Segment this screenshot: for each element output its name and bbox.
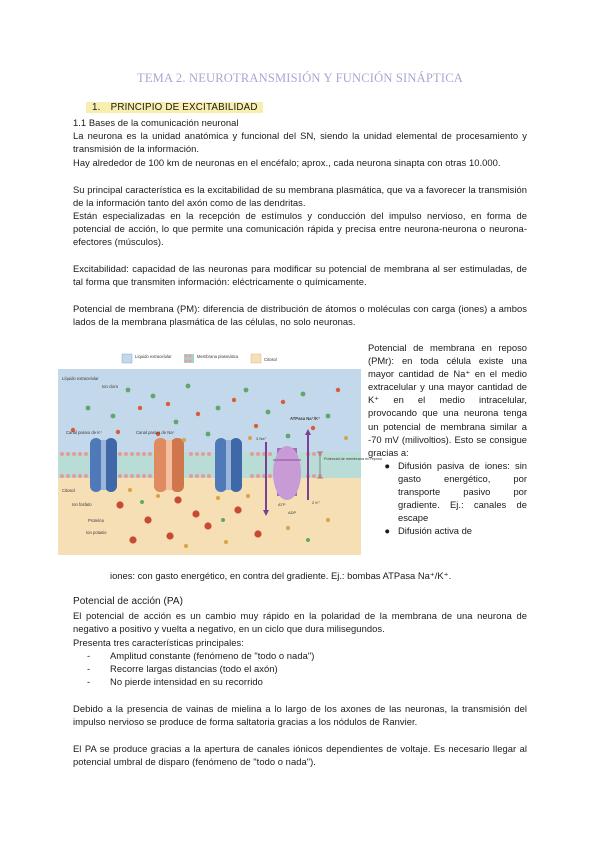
paragraph-neuron-unit: La neurona es la unidad anatómica y funcional del SN, siendo la unidad elemental de procesamiento y transmisión de la información. bbox=[73, 130, 527, 154]
paragraph-characteristics: Presenta tres características principales: bbox=[73, 637, 244, 648]
bullet-passive-diffusion bbox=[368, 459, 527, 524]
label-adp: ADP bbox=[288, 510, 297, 515]
label-protein: Proteína bbox=[88, 518, 104, 523]
bullet-active-diffusion bbox=[368, 524, 527, 537]
legend-extracellular-label: Líquido extracelular bbox=[135, 354, 172, 359]
label-cytosol: Citosol bbox=[62, 488, 75, 493]
label-extracellular: Líquido extracelular bbox=[62, 376, 99, 381]
legend-extracellular-swatch bbox=[122, 354, 132, 363]
paragraph-action-potential: El potencial de acción es un cambio muy rápido en la polaridad de la membrana de una neurona de negativo a positivo y vuelta a negativo, en un ciclo que dura milisegundos. bbox=[73, 610, 527, 634]
label-3na: 3 Na⁺ bbox=[256, 436, 267, 441]
characteristics-list bbox=[73, 649, 527, 688]
sodium-channel bbox=[154, 438, 184, 492]
active-diffusion-continuation: iones: con gasto energético, en contra del gradiente. Ej.: bombas ATPasa Na⁺/K⁺. bbox=[110, 570, 452, 581]
subsection-heading: 1.1 Bases de la comunicación neuronal bbox=[73, 117, 239, 128]
bullet-dot-icon: ● bbox=[384, 459, 390, 471]
action-potential-heading: Potencial de acción (PA) bbox=[73, 596, 183, 607]
legend-cytosol-label: Citosol bbox=[264, 357, 277, 362]
legend-cytosol-swatch bbox=[251, 354, 261, 363]
paragraph-membrane-potential: Potencial de membrana (PM): diferencia de distribución de átomos o moléculas con carga (iones) a ambos lados de la membrana plasmática de las células, no solo neuronas. bbox=[73, 303, 527, 327]
list-item: - No pierde intensidad en su recorrido bbox=[73, 675, 527, 688]
bullet-dot-icon: ● bbox=[384, 525, 390, 537]
label-2k: 2 K⁺ bbox=[312, 500, 321, 505]
label-atp: ATP bbox=[278, 502, 286, 507]
paragraph-excitability: Su principal característica es la excitabilidad de su membrana plasmática, que va a favorecer la transmisión de la información tanto del axón como de las dendritas. bbox=[73, 184, 527, 208]
section-heading bbox=[86, 102, 263, 113]
legend-membrane-label: Membrana plasmática bbox=[197, 354, 239, 359]
potassium-channel-2 bbox=[215, 438, 242, 492]
label-potassium-ion: Ion potasio bbox=[86, 530, 107, 535]
resting-potential-text bbox=[368, 341, 527, 537]
paragraph-specialization: Están especializadas en la recepción de estímulos y conducción del impulso nervioso, en forma de potencial de acción, lo que permite una comunicación rápida y precisa entre neurona-neurona o neurona-efectores (músculos). bbox=[73, 210, 527, 247]
section-label: PRINCIPIO DE EXCITABILIDAD bbox=[110, 102, 258, 113]
label-potassium-channel: Canal pasivo de K⁺ bbox=[66, 430, 103, 435]
list-item: - Amplitud constante (fenómeno de "todo o nada") bbox=[73, 649, 527, 662]
bullet-passive-diffusion-text: Difusión pasiva de iones: sin gasto energético, por transporte pasivo por gradiente. Ej.: canales de escape bbox=[398, 459, 527, 524]
list-item: - Recorre largas distancias (todo el axón) bbox=[73, 662, 527, 675]
label-phosphate-ion: Ion fosfato bbox=[72, 502, 92, 507]
active-diffusion-text: Difusión activa de bbox=[398, 525, 472, 537]
paragraph-voltage-channels: El PA se produce gracias a la apertura de canales iónicos dependientes de voltaje. Es necesario llegar al potencial umbral de disparo (fenómeno de "todo o nada"). bbox=[73, 743, 527, 767]
paragraph-excitability-definition: Excitabilidad: capacidad de las neuronas para modificar su potencial de membrana al ser estimuladas, de tal forma que transmiten información: eléctricamente o químicamente. bbox=[73, 263, 527, 287]
section-number: 1. bbox=[92, 102, 101, 113]
label-sodium-channel: Canal pasivo de Na⁺ bbox=[136, 430, 175, 435]
paragraph-neuron-count: Hay alrededor de 100 km de neuronas en el encéfalo; aprox., cada neurona sinapta con otras 10.000. bbox=[73, 157, 501, 168]
paragraph-myelin: Debido a la presencia de vainas de mielina a lo largo de los axones de las neuronas, la transmisión del impulso nervioso se produce de forma saltatoria gracias a los nódulos de Ranvier. bbox=[73, 703, 527, 727]
label-chloride-ion: Ion cloro bbox=[102, 384, 119, 389]
label-resting-potential: Potencial de membrana en reposo bbox=[324, 457, 383, 461]
label-atpase: ATPasa Na⁺/K⁺ bbox=[290, 416, 321, 421]
document-title: TEMA 2. NEUROTRANSMISIÓN Y FUNCIÓN SINÁPTICA bbox=[137, 71, 463, 85]
potassium-channel bbox=[90, 438, 117, 492]
resting-potential-paragraph: Potencial de membrana en reposo (PMr): en toda célula existe una mayor cantidad de Na⁺ en el medio extracelular y una mayor cantidad de K⁺ en el medio intracelular, provocando que una neurona tenga un potencial de membrana similar a -70 mV (milivoltios). Esto se consigue gracias a: bbox=[368, 342, 527, 458]
bullet-active-diffusion-start bbox=[398, 524, 527, 537]
membrane-potential-figure bbox=[58, 350, 383, 555]
